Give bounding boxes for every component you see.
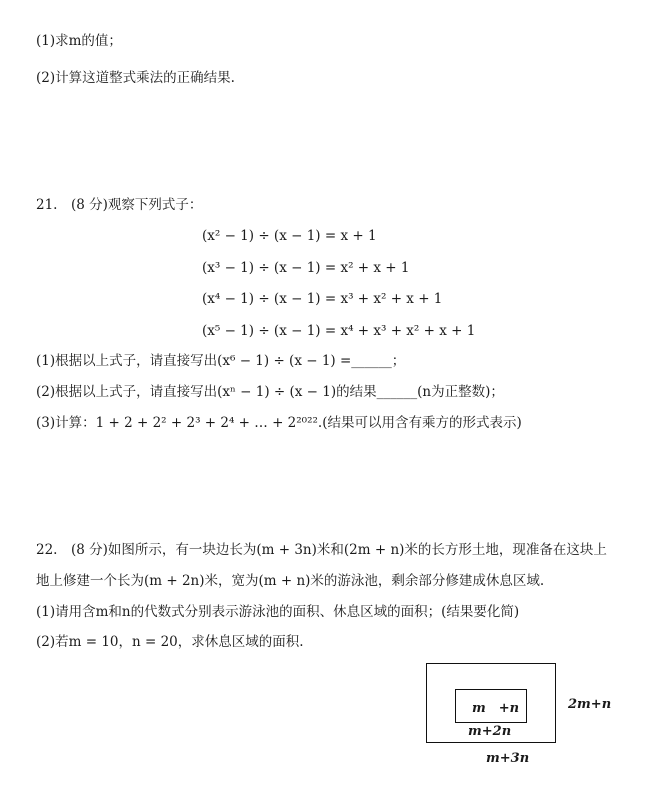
q22-part1: (1)请用含m和n的代数式分别表示游泳池的面积、休息区域的面积；(结果要化简) xyxy=(36,604,520,620)
land-width-label: 2m+n xyxy=(568,697,612,712)
q22-line2: 地上修建一个长为(m + 2n)米，宽为(m + n)米的游泳池，剩余部分修建成休息区域. xyxy=(36,573,545,589)
q20-part2: (2)计算这道整式乘法的正确结果. xyxy=(36,70,235,86)
q21-equation-2: (x³ − 1) ÷ (x − 1) = x² + x + 1 xyxy=(202,260,410,276)
pool-length-label: m+2n xyxy=(468,724,512,739)
q21-part3: (3)计算：1 + 2 + 2² + 2³ + 2⁴ + … + 2²⁰²².(结果可以用含有乘方的形式表示) xyxy=(36,415,522,431)
q21-equation-3: (x⁴ − 1) ÷ (x − 1) = x³ + x² + x + 1 xyxy=(202,291,443,307)
q22-part2: (2)若m = 10，n = 20，求休息区域的面积. xyxy=(36,634,304,650)
q21-part1: (1)根据以上式子，请直接写出(x⁶ − 1) ÷ (x − 1) =______； xyxy=(36,353,406,369)
land-length-label: m+3n xyxy=(486,751,530,766)
q22-line1: 22. (8 分)如图所示，有一块边长为(m + 3n)米和(2m + n)米的长方形土地，现准备在这块上 xyxy=(36,542,607,558)
q21-equation-4: (x⁵ − 1) ÷ (x − 1) = x⁴ + x³ + x² + x + 1 xyxy=(202,323,476,339)
q20-part1: (1)求m的值； xyxy=(36,33,122,49)
q21-part2: (2)根据以上式子，请直接写出(xⁿ − 1) ÷ (x − 1)的结果______(n为正整数)； xyxy=(36,384,504,400)
q21-equation-1: (x² − 1) ÷ (x − 1) = x + 1 xyxy=(202,228,377,244)
pool-width-label: m +n xyxy=(472,701,520,716)
q21-header: 21. (8 分)观察下列式子： xyxy=(36,197,203,213)
